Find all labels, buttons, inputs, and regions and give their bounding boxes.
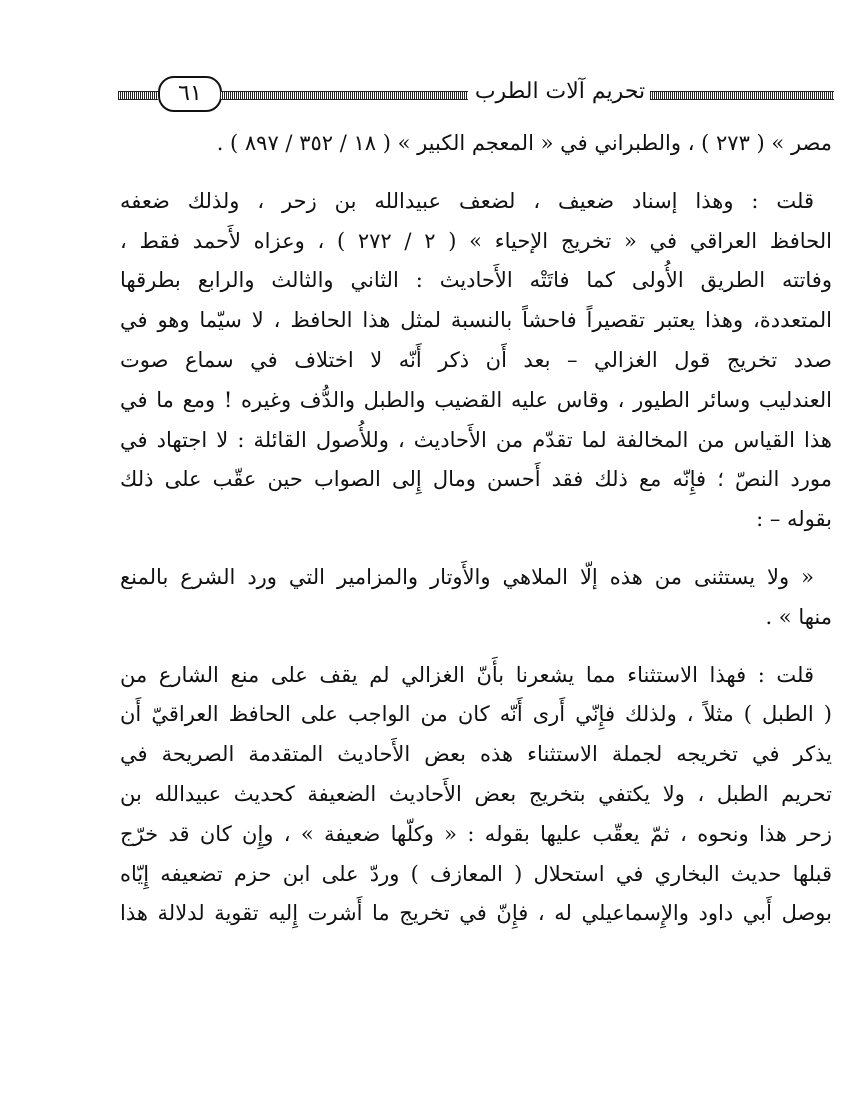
paragraph-1: [120, 124, 832, 164]
text-line: « ولا يستثنى من هذه إلّا الملاهي والأَوتار والمزامير التي ورد الشرع بالمنع: [120, 564, 814, 589]
text-line: منها » .: [765, 604, 832, 629]
text-line: بوصل أَبي داود والإِسماعيلي له ، فإِنّ في تخريج ما أَشرت إِليه تقوية لدلالة هذا: [120, 901, 832, 926]
paragraph-4-cont: [120, 695, 832, 934]
running-title: تحريم آلات الطرب: [474, 79, 646, 104]
text-line: تحريم الطبل ، ولا يكتفي بتخريج بعض الأَحاديث الضعيفة كحديث عبيدالله بن: [120, 781, 832, 806]
text-line: قلت : وهذا إسناد ضعيف ، لضعف عبيدالله بن زحر ، ولذلك ضعفه: [120, 188, 814, 213]
text-line: وفاتته الطريق الأُولى كما فاتَتْه الأَحاديث : الثاني والثالث والرابع بطرقها: [120, 268, 832, 293]
text-line: بقوله – :: [756, 507, 832, 532]
header-rule-left: [118, 91, 158, 100]
text-line: قبلها حديث البخاري في استحلال ( المعازف ) وردّ على ابن حزم تضعيفه إِيّاه: [120, 861, 832, 886]
paragraph-2: [120, 182, 832, 222]
text-line: العندليب وسائر الطيور ، وقاس عليه القضيب والطبل والدُّف وغيره ! ومع ما في: [120, 387, 832, 412]
header-rule-middle: [220, 91, 468, 100]
header-rule-right: [650, 91, 834, 100]
text-line: ( الطبل ) مثلاً ، ولذلك فإِنّي أَرى أَنّه كان من الواجب على الحافظ العراقيّ أَن: [120, 702, 832, 727]
text-line: المتعددة، وهذا يعتبر تقصيراً فاحشاً بالنسبة لمثل هذا الحافظ ، لا سيّما وهو في: [120, 308, 832, 333]
text-line: يذكر في تخريجه لجملة الاستثناء هذه بعض الأَحاديث المتقدمة الصريحة في: [120, 742, 832, 767]
text-line: مصر » ( ٢٧٣ ) ، والطبراني في « المعجم الكبير » ( ١٨ / ٣٥٢ / ٨٩٧ ) .: [216, 131, 832, 155]
paragraph-2-cont: [120, 222, 832, 540]
quotation-paragraph: [120, 558, 832, 598]
paragraph-4: [120, 656, 832, 696]
page-header: [118, 74, 834, 110]
text-line: الحافظ العراقي في « تخريج الإحياء » ( ٢ / ٢٧٢ ) ، وعزاه لأَحمد فقط ،: [120, 228, 832, 253]
page-body: [120, 124, 832, 934]
page-number: ٦١: [158, 76, 222, 112]
text-line: زحر هذا ونحوه ، ثمّ يعقّب عليها بقوله : « وكلّها ضعيفة » ، وإِن كان قد خرّج: [120, 821, 832, 846]
text-line: هذا القياس من المخالفة لما تقدّم من الأَحاديث ، وللأُصول القائلة : لا اجتهاد في: [120, 427, 832, 452]
text-line: صدد تخريج قول الغزالي – بعد أَن ذكر أَنّه لا اختلاف في سماع صوت: [120, 347, 832, 372]
text-line: قلت : فهذا الاستثناء مما يشعرنا بأَنّ الغزالي لم يقف على منع الشارع من: [120, 662, 814, 687]
quotation-paragraph-cont: [120, 598, 832, 638]
text-line: مورد النصّ ؛ فإِنّه مع ذلك فقد أَحسن ومال إِلى الصواب حين عقّب على ذلك: [120, 467, 832, 492]
